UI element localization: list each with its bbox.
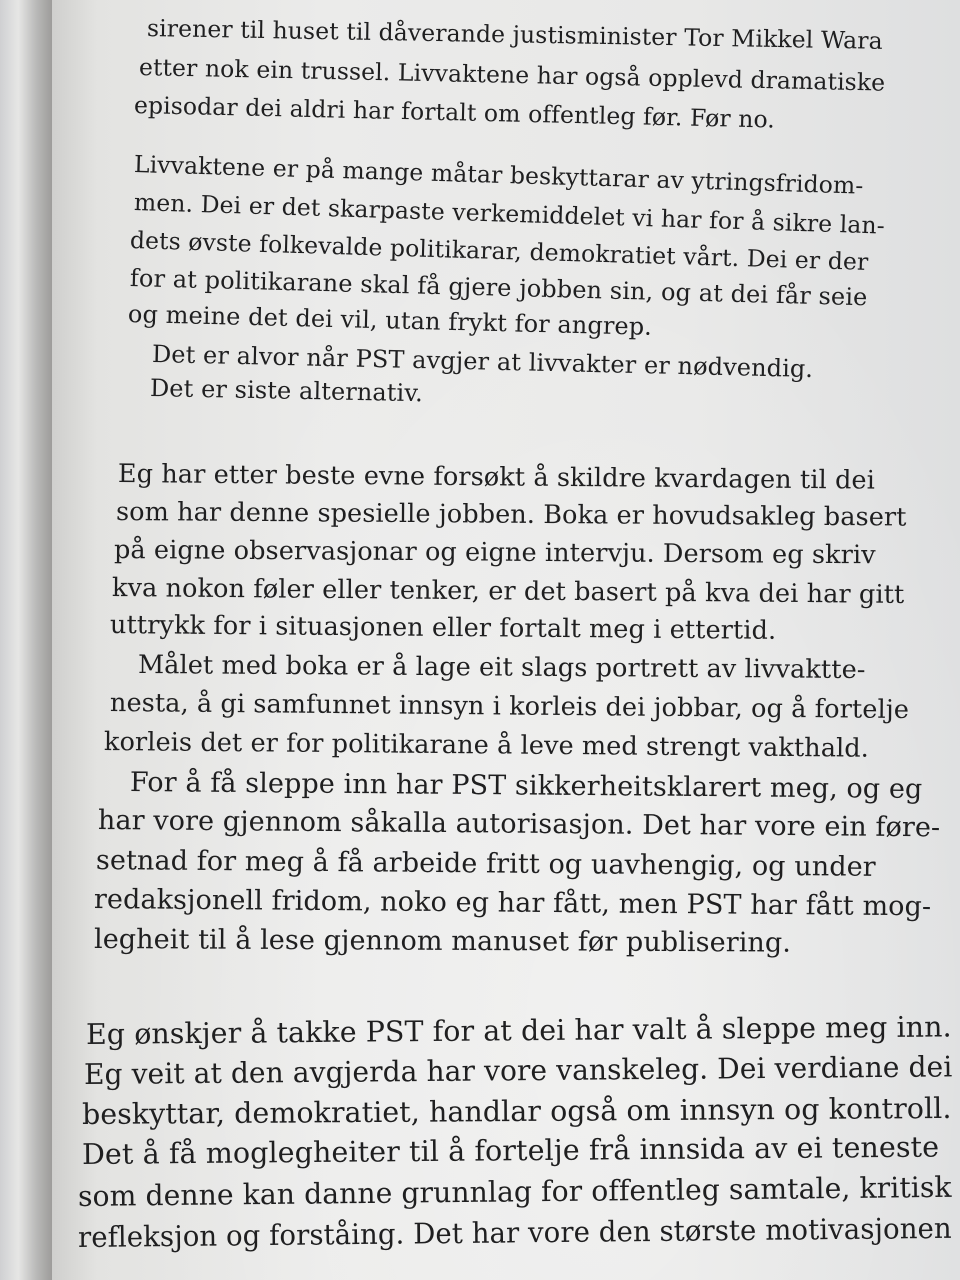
text-line: Eg ønskjer å takke PST for at dei har valt å sleppe meg inn. (85, 1010, 952, 1051)
text-line: korleis det er for politikarane å leve med strengt vakthald. (103, 727, 870, 764)
text-line: Det å få moglegheiter til å fortelje frå innsida av ei teneste (81, 1130, 940, 1171)
text-line: dets øvste folkevalde politikarar, demokratiet vårt. Dei er der (129, 226, 869, 276)
text-line: og meine det dei vil, utan frykt for angrep. (127, 300, 653, 341)
text-line: redaksjonell fridom, noko eg har fått, men PST har fått mog- (93, 884, 932, 923)
text-line: setnad for meg å få arbeide fritt og uavhengig, og under (95, 845, 876, 883)
text-line: som denne kan danne grunnlag for offentleg samtale, kritisk (77, 1170, 952, 1213)
text-line: Det er siste alternativ. (149, 374, 424, 408)
text-line: men. Dei er det skarpaste verkemiddelet vi har for å sikre lan- (133, 188, 886, 240)
text-line: refleksjon og forståing. Det har vore den største motivasjonen (77, 1211, 952, 1254)
text-line: uttrykk for i situasjonen eller fortalt meg i ettertid. (109, 610, 777, 646)
text-line: legheit til å lese gjennom manuset før publisering. (93, 924, 792, 959)
text-line: har vore gjennom såkalla autorisasjon. Det har vore ein føre- (97, 805, 941, 844)
text-line: For å få sleppe inn har PST sikkerheitsklarert meg, og eg (129, 767, 923, 805)
text-line: nesta, å gi samfunnet innsyn i korleis dei jobbar, og å fortelje (109, 688, 910, 725)
text-line: sirener til huset til dåverande justisminister Tor Mikkel Wara (146, 14, 883, 55)
text-line: kva nokon føler eller tenker, er det basert på kva dei har gitt (111, 573, 905, 610)
text-line: Eg har etter beste evne forsøkt å skildre kvardagen til dei (117, 459, 876, 496)
text-line: Det er alvor når PST avgjer at livvakter er nødvendig. (151, 340, 814, 383)
text-line: som har denne spesielle jobben. Boka er hovudsakleg basert (115, 497, 907, 533)
text-line: Eg veit at den avgjerda har vore vanskeleg. Dei verdiane dei (83, 1050, 953, 1091)
text-line: episodar dei aldri har fortalt om offentleg før. Før no. (133, 91, 776, 134)
text-line: etter nok ein trussel. Livvaktene har også opplevd dramatiske (138, 53, 886, 97)
book-spine (0, 0, 52, 1280)
text-line: Livvaktene er på mange måtar beskyttarar av ytringsfridom- (133, 150, 864, 200)
text-line: for at politikarane skal få gjere jobben sin, og at dei får seie (129, 264, 868, 312)
text-line: beskyttar, demokratiet, handlar også om innsyn og kontroll. (81, 1091, 952, 1131)
book-page (52, 0, 960, 1280)
text-line: på eigne observasjonar og eigne intervju. Dersom eg skriv (113, 535, 876, 571)
text-line: Målet med boka er å lage eit slags portrett av livvaktte- (137, 650, 866, 686)
